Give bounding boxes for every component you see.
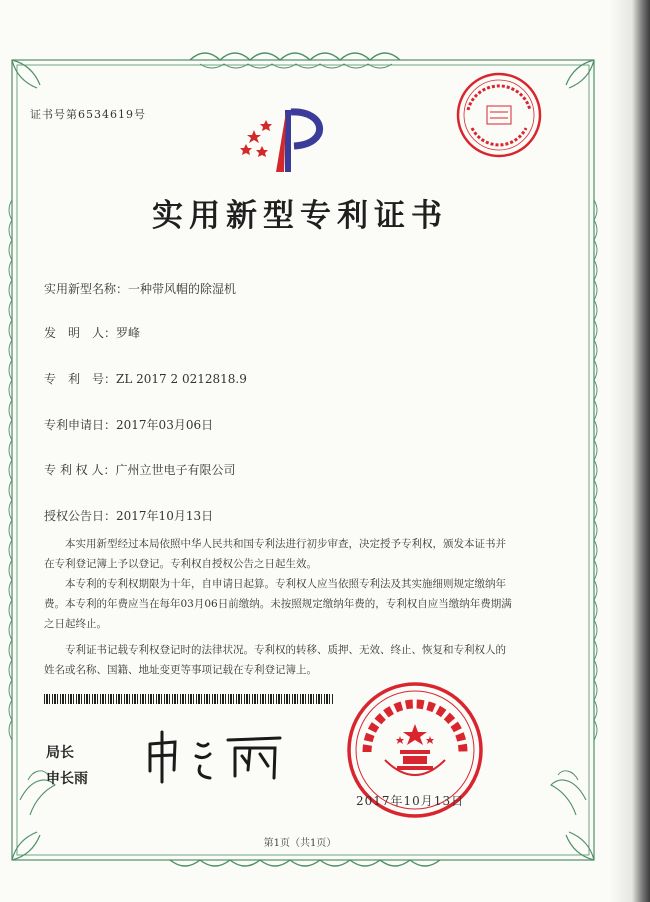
certificate-title: 实用新型专利证书 [152,198,448,234]
model-name-value: 一种带风帽的除湿机 [128,282,237,296]
page-number: 第1页（共1页） [263,838,337,849]
filing-date-value: 2017年03月06日 [116,418,214,432]
filing-date-label: 专利申请日： [44,418,117,432]
scan-edge [610,0,650,902]
patentee-value: 广州立世电子有限公司 [115,463,236,477]
field-model-name [44,280,236,297]
field-inventor [44,324,140,341]
director-title: 局长 [46,745,74,761]
inventor-label: 发 明 人： [44,326,117,340]
certificate-number: 证书号第6534619号 [30,108,146,121]
director-signature [140,726,290,786]
grant-date-label: 授权公告日： [44,509,117,523]
field-grant-date [44,507,213,524]
certificate-body [44,534,512,680]
patentee-label: 专 利 权 人： [44,463,116,477]
agency-seal [454,70,544,160]
patent-office-logo [236,102,336,177]
inventor-value: 罗峰 [116,326,141,340]
body-paragraph: 本实用新型经过本局依照中华人民共和国专利法进行初步审查，决定授予专利权，颁发本证书并在专利登记簿上予以登记。专利权自授权公告之日起生效。 [44,538,506,570]
field-patentee [44,461,235,478]
body-paragraph: 本专利的专利权期限为十年，自申请日起算。专利权人应当依照专利法及其实施细则规定缴纳年费。本专利的年费应当在每年03月06日前缴纳。未按照规定缴纳年费的，专利权自应当缴纳年费期满之日起终止。 [44,578,512,630]
seal-date: 2017年10月13日 [356,794,465,808]
patent-number-label: 专 利 号： [44,372,117,386]
field-filing-date [44,416,213,433]
barcode [44,694,334,704]
body-paragraph: 专利证书记载专利权登记时的法律状况。专利权的转移、质押、无效、终止、恢复和专利权人的姓名或名称、国籍、地址变更等事项记载在专利登记簿上。 [44,644,506,676]
model-name-label: 实用新型名称： [44,282,129,296]
field-patent-number [44,370,247,387]
grant-date-value: 2017年10月13日 [116,509,214,523]
director-name: 申长雨 [46,771,88,787]
patent-number-value: ZL 2017 2 0212818.9 [116,372,247,386]
